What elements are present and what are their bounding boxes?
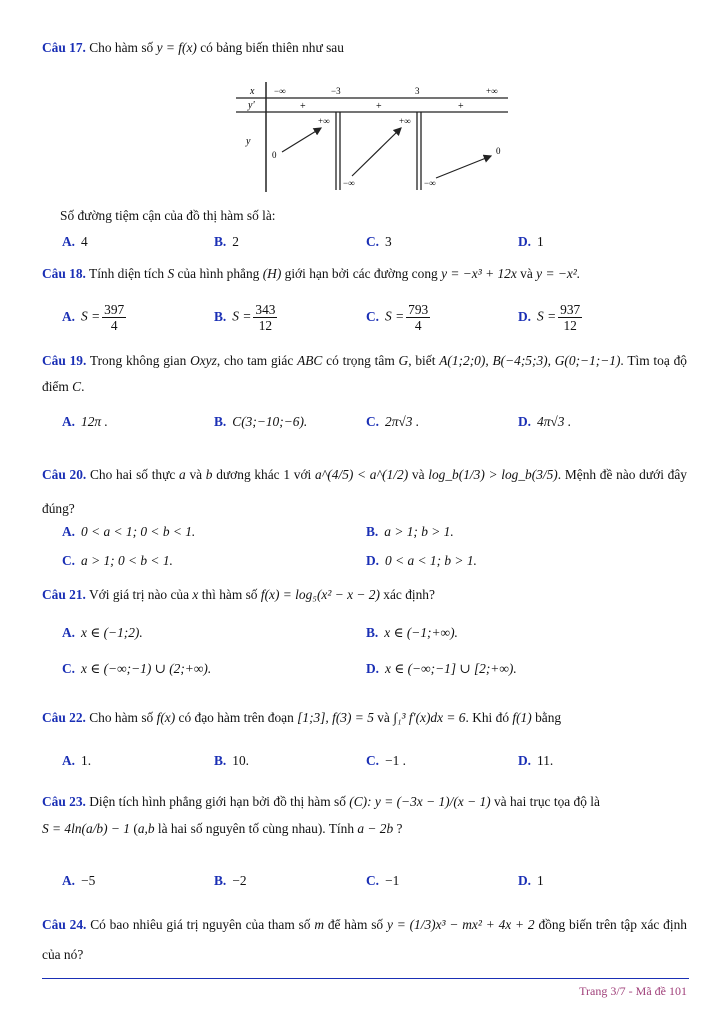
x-value: −∞	[274, 86, 286, 96]
y-value: 0	[496, 146, 501, 156]
increasing-arrow	[352, 128, 401, 176]
question-23: Câu 23. Diện tích hình phẳng giới hạn bởi đồ thị hàm số (C): y = (−3x − 1)/(x − 1) và hai trục tọa độ là S = 4ln(a/b) − 1 (a,b là hai số nguyên tố cùng nhau). Tính a − 2b ?	[42, 794, 600, 836]
page-footer: Trang 3/7 - Mã đề 101	[579, 984, 687, 998]
formula: y = −x³ + 12x	[441, 266, 517, 281]
sign: +	[376, 101, 382, 112]
question-label: Câu 20.	[42, 467, 87, 482]
option-c: C. S = $\frac{793}{4}$	[366, 302, 429, 333]
question-20: Câu 20. Cho hai số thực a và b dương khác 1 với a^(4/5) < a^(1/2) và log_b(1/3) > log_b(3/5). Mệnh đề nào dưới đây đúng?	[42, 467, 687, 516]
option-a: A. 12π .	[62, 414, 108, 429]
option-c: C. 2π√3 .	[366, 414, 420, 429]
formula: ∫₁³ f′(x)dx = 6	[393, 710, 466, 725]
formula: [1;3], f(3) = 5	[297, 710, 374, 725]
option-a: A. 4	[62, 234, 88, 249]
question-label: Câu 17.	[42, 40, 86, 55]
question-24: Câu 24. Có bao nhiêu giá trị nguyên của tham số m để hàm số y = (1/3)x³ − mx² + 4x + 2 đồng biến trên tập xác định của nó?	[42, 917, 687, 962]
x-value: −3	[331, 86, 341, 96]
option-b: B. x ∈ (−1;+∞).	[366, 625, 458, 640]
option-d: D. 1	[518, 873, 544, 888]
option-a: A. −5	[62, 873, 96, 888]
formula: y = (1/3)x³ − mx² + 4x + 2	[386, 917, 535, 932]
sign: +	[458, 101, 464, 112]
increasing-arrow	[436, 156, 491, 178]
formula: f(x) = log₅(x² − x − 2)	[260, 587, 380, 602]
question-18: Câu 18. Tính diện tích S của hình phẳng (H) giới hạn bởi các đường cong y = −x³ + 12x và y = −x².	[42, 266, 581, 281]
formula: S = 4ln(a/b) − 1	[42, 821, 130, 836]
option-b: B. −2	[214, 873, 247, 888]
x-value: +∞	[486, 86, 498, 96]
question-label: Câu 19.	[42, 353, 87, 368]
x-value: 3	[415, 86, 420, 96]
question-19: Câu 19. Trong không gian Oxyz, cho tam giác ABC có trọng tâm G, biết A(1;2;0), B(−4;5;3), G(0;−1;−1). Tìm toạ độ điểm C.	[42, 353, 687, 394]
option-b: B. C(3;−10;−6).	[214, 414, 308, 429]
question-label: Câu 24.	[42, 917, 87, 932]
option-a: A. 1.	[62, 753, 92, 768]
option-b: B. 10.	[214, 753, 250, 768]
question-21: Câu 21. Với giá trị nào của x thì hàm số f(x) = log₅(x² − x − 2) xác định?	[42, 587, 435, 602]
question-label: Câu 21.	[42, 587, 86, 602]
option-c: C. −1	[366, 873, 400, 888]
y-value: −∞	[343, 178, 355, 188]
question-label: Câu 22.	[42, 710, 86, 725]
question-22: Câu 22. Cho hàm số f(x) có đạo hàm trên đoạn [1;3], f(3) = 5 và ∫₁³ f′(x)dx = 6. Khi đó f(1) bằng	[42, 710, 562, 725]
formula: y = −x².	[536, 266, 581, 281]
footer-divider	[42, 978, 689, 979]
option-b: B. a > 1; b > 1.	[366, 524, 454, 539]
option-d: D. 1	[518, 234, 544, 249]
formula: a^(4/5) < a^(1/2)	[314, 467, 409, 482]
y-value: 0	[272, 150, 277, 160]
question-label: Câu 18.	[42, 266, 86, 281]
option-d: D. 4π√3 .	[518, 414, 572, 429]
y-value: +∞	[399, 116, 411, 126]
variation-table	[236, 82, 508, 194]
y-value: −∞	[424, 178, 436, 188]
option-a: A. S = $\frac{397}{4}$	[62, 302, 125, 333]
yp-row-label: y'	[248, 100, 255, 111]
formula: (C): y = (−3x − 1)/(x − 1)	[349, 794, 491, 809]
formula: y = f(x)	[156, 40, 197, 55]
y-value: +∞	[318, 116, 330, 126]
question-label: Câu 23.	[42, 794, 86, 809]
sign: +	[300, 101, 306, 112]
y-row-label: y	[246, 136, 251, 147]
option-d: D. S = $\frac{937}{12}$	[518, 302, 581, 333]
option-a: A. x ∈ (−1;2).	[62, 625, 143, 640]
option-c: C. a > 1; 0 < b < 1.	[62, 553, 173, 568]
option-b: B. S = $\frac{343}{12}$	[214, 302, 276, 333]
option-d: D. 11.	[518, 753, 554, 768]
option-d: D. x ∈ (−∞;−1] ∪ [2;+∞).	[366, 661, 517, 676]
question-17: Câu 17. Cho hàm số y = f(x) có bảng biến thiên như sau	[42, 40, 344, 55]
increasing-arrow	[282, 128, 321, 152]
formula: log_b(1/3) > log_b(3/5)	[428, 467, 558, 482]
option-d: D. 0 < a < 1; b > 1.	[366, 553, 477, 568]
option-a: A. 0 < a < 1; 0 < b < 1.	[62, 524, 196, 539]
option-c: C. x ∈ (−∞;−1) ∪ (2;+∞).	[62, 661, 212, 676]
option-b: B. 2	[214, 234, 239, 249]
option-c: C. 3	[366, 234, 392, 249]
question-17-prompt: Số đường tiệm cận của đồ thị hàm số là:	[60, 208, 276, 223]
option-c: C. −1 .	[366, 753, 406, 768]
x-row-label: x	[250, 86, 255, 97]
